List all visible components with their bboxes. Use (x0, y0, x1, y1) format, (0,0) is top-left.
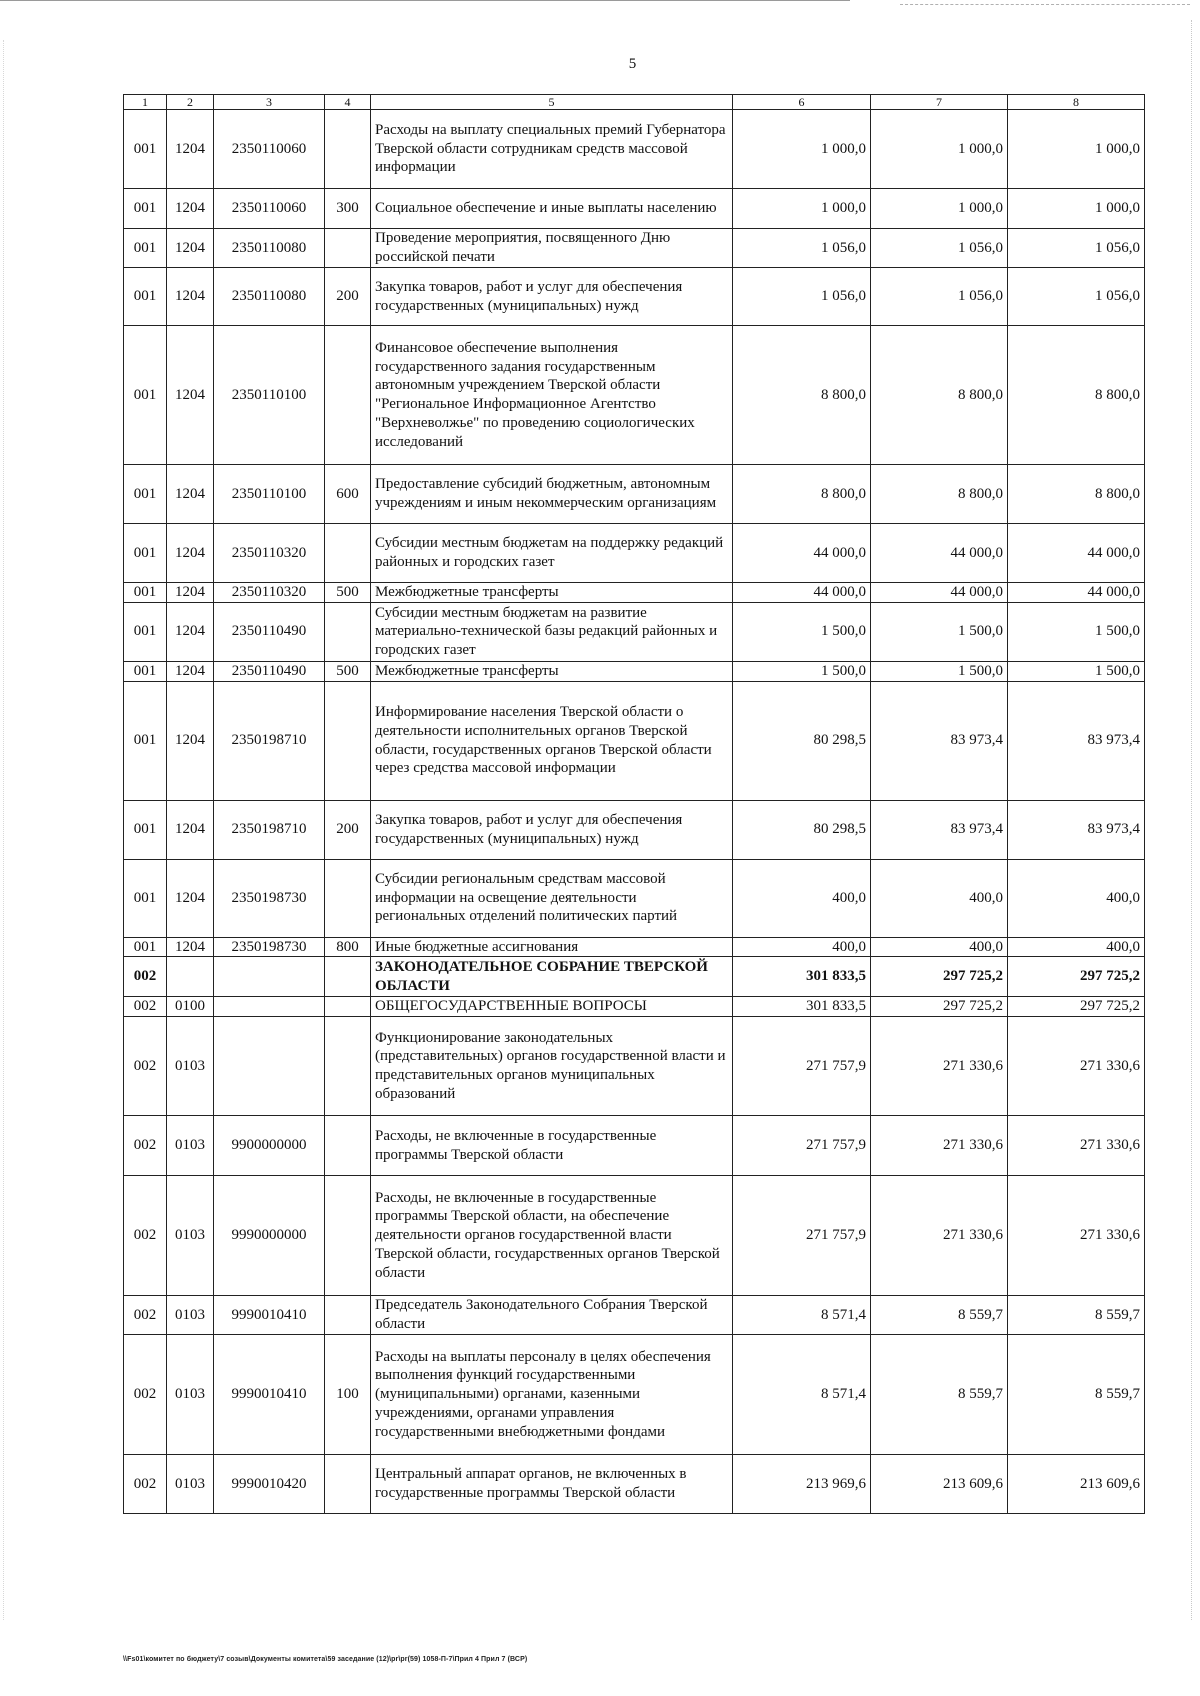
amount-col7-cell: 400,0 (871, 859, 1008, 937)
admin-code-cell: 001 (124, 937, 167, 957)
target-item-cell (214, 1017, 325, 1116)
page-number: 5 (628, 56, 637, 72)
expense-type-cell (325, 1116, 371, 1176)
amount-col8-cell: 8 559,7 (1008, 1296, 1145, 1335)
target-item-cell (214, 957, 325, 997)
table-row (124, 1335, 1145, 1455)
target-item-cell: 2350198730 (214, 859, 325, 937)
item-name-cell: Расходы на выплату специальных премий Губернатора Тверской области сотрудникам средств массовой информации (371, 110, 733, 189)
expense-type-cell: 500 (325, 661, 371, 681)
amount-col7-cell: 44 000,0 (871, 583, 1008, 603)
footer-file-path: \\Fs01\комитет по бюджету\7 созыв\Документы комитета\59 заседание (12)\pr\pr(59) 1058-П-7\Прил 4 Прил 7 (ВСР) (123, 1656, 528, 1663)
target-item-cell: 2350110060 (214, 189, 325, 229)
amount-col6-cell: 400,0 (733, 859, 871, 937)
table-row (124, 800, 1145, 859)
expense-type-cell: 600 (325, 465, 371, 524)
target-item-cell: 2350198710 (214, 681, 325, 800)
amount-col6-cell: 271 757,9 (733, 1116, 871, 1176)
admin-code-cell: 001 (124, 110, 167, 189)
item-name-cell: Информирование населения Тверской области о деятельности исполнительных органов Тверской области, государственных органов Тверской области через средства массовой информации (371, 681, 733, 800)
item-name-cell: Закупка товаров, работ и услуг для обеспечения государственных (муниципальных) нужд (371, 800, 733, 859)
table-row (124, 997, 1145, 1017)
table-row (124, 189, 1145, 229)
amount-col6-cell: 8 571,4 (733, 1296, 871, 1335)
expense-type-cell (325, 229, 371, 268)
expense-type-cell (325, 859, 371, 937)
section-code-cell: 1204 (167, 189, 214, 229)
table-row (124, 524, 1145, 583)
item-name-cell: Функционирование законодательных (представительных) органов государственной власти и представительных органов муниципальных образований (371, 1017, 733, 1116)
amount-col7-cell: 297 725,2 (871, 997, 1008, 1017)
amount-col7-cell: 1 500,0 (871, 661, 1008, 681)
table-row (124, 937, 1145, 957)
section-code-cell: 1204 (167, 800, 214, 859)
amount-col6-cell: 1 500,0 (733, 602, 871, 661)
expense-type-cell: 300 (325, 189, 371, 229)
amount-col8-cell: 1 000,0 (1008, 110, 1145, 189)
target-item-cell: 2350110100 (214, 465, 325, 524)
amount-col6-cell: 271 757,9 (733, 1176, 871, 1296)
expense-type-cell (325, 1017, 371, 1116)
section-code-cell: 1204 (167, 602, 214, 661)
target-item-cell: 2350110320 (214, 524, 325, 583)
amount-col8-cell: 400,0 (1008, 937, 1145, 957)
target-item-cell: 2350110490 (214, 661, 325, 681)
amount-col7-cell: 271 330,6 (871, 1017, 1008, 1116)
expense-type-cell (325, 997, 371, 1017)
amount-col7-cell: 1 500,0 (871, 602, 1008, 661)
section-code-cell: 0103 (167, 1176, 214, 1296)
amount-col7-cell: 44 000,0 (871, 524, 1008, 583)
amount-col7-cell: 213 609,6 (871, 1455, 1008, 1514)
amount-col7-cell: 1 056,0 (871, 268, 1008, 326)
amount-col8-cell: 44 000,0 (1008, 583, 1145, 603)
item-name-cell: Расходы, не включенные в государственные программы Тверской области (371, 1116, 733, 1176)
amount-col7-cell: 83 973,4 (871, 800, 1008, 859)
amount-col8-cell: 8 800,0 (1008, 326, 1145, 465)
target-item-cell: 2350110080 (214, 268, 325, 326)
amount-col6-cell: 8 800,0 (733, 465, 871, 524)
amount-col8-cell: 1 000,0 (1008, 189, 1145, 229)
amount-col6-cell: 1 000,0 (733, 110, 871, 189)
target-item-cell (214, 997, 325, 1017)
table-row (124, 859, 1145, 937)
section-code-cell: 1204 (167, 524, 214, 583)
column-header-3: 3 (214, 95, 325, 110)
amount-col7-cell: 1 000,0 (871, 189, 1008, 229)
table-header (124, 95, 1145, 110)
expense-type-cell: 500 (325, 583, 371, 603)
item-name-cell: Расходы, не включенные в государственные программы Тверской области, на обеспечение деятельности органов государственной власти Тверской области, государственных органов Тверской области (371, 1176, 733, 1296)
target-item-cell: 2350110080 (214, 229, 325, 268)
section-code-cell: 1204 (167, 326, 214, 465)
section-code-cell: 1204 (167, 110, 214, 189)
admin-code-cell: 002 (124, 1176, 167, 1296)
section-code-cell: 1204 (167, 661, 214, 681)
expense-type-cell: 100 (325, 1335, 371, 1455)
item-name-cell: Финансовое обеспечение выполнения государственного задания государственным автономным учреждением Тверской области "Региональное Информационное Агентство "Верхневолжье" по проведению социологических исследований (371, 326, 733, 465)
target-item-cell: 2350110490 (214, 602, 325, 661)
table-row (124, 1176, 1145, 1296)
target-item-cell: 2350110100 (214, 326, 325, 465)
item-name-cell: Проведение мероприятия, посвященного Дню российской печати (371, 229, 733, 268)
item-name-cell: Центральный аппарат органов, не включенных в государственные программы Тверской области (371, 1455, 733, 1514)
item-name-cell: Председатель Законодательного Собрания Тверской области (371, 1296, 733, 1335)
table-row (124, 583, 1145, 603)
section-code-cell: 0100 (167, 997, 214, 1017)
expense-type-cell (325, 110, 371, 189)
admin-code-cell: 001 (124, 268, 167, 326)
section-code-cell: 1204 (167, 229, 214, 268)
target-item-cell: 9900000000 (214, 1116, 325, 1176)
section-code-cell (167, 957, 214, 997)
admin-code-cell: 002 (124, 1296, 167, 1335)
table-row (124, 1017, 1145, 1116)
amount-col7-cell: 8 800,0 (871, 326, 1008, 465)
item-name-cell: Иные бюджетные ассигнования (371, 937, 733, 957)
item-name-cell: Субсидии местным бюджетам на развитие материально-технической базы редакций районных и городских газет (371, 602, 733, 661)
amount-col7-cell: 8 800,0 (871, 465, 1008, 524)
amount-col8-cell: 83 973,4 (1008, 800, 1145, 859)
amount-col6-cell: 80 298,5 (733, 681, 871, 800)
amount-col6-cell: 1 056,0 (733, 268, 871, 326)
section-code-cell: 0103 (167, 1017, 214, 1116)
target-item-cell: 2350198710 (214, 800, 325, 859)
amount-col6-cell: 301 833,5 (733, 957, 871, 997)
item-name-cell: Закупка товаров, работ и услуг для обеспечения государственных (муниципальных) нужд (371, 268, 733, 326)
section-code-cell: 1204 (167, 937, 214, 957)
amount-col6-cell: 44 000,0 (733, 524, 871, 583)
expense-type-cell (325, 1296, 371, 1335)
section-code-cell: 1204 (167, 681, 214, 800)
expense-type-cell (325, 602, 371, 661)
section-code-cell: 1204 (167, 268, 214, 326)
admin-code-cell: 002 (124, 1455, 167, 1514)
amount-col7-cell: 271 330,6 (871, 1176, 1008, 1296)
column-header-8: 8 (1008, 95, 1145, 110)
amount-col8-cell: 1 500,0 (1008, 602, 1145, 661)
target-item-cell: 2350110060 (214, 110, 325, 189)
amount-col8-cell: 271 330,6 (1008, 1176, 1145, 1296)
admin-code-cell: 001 (124, 800, 167, 859)
expense-type-cell: 200 (325, 268, 371, 326)
amount-col8-cell: 8 559,7 (1008, 1335, 1145, 1455)
target-item-cell: 9990000000 (214, 1176, 325, 1296)
admin-code-cell: 001 (124, 859, 167, 937)
item-name-cell: Субсидии региональным средствам массовой информации на освещение деятельности региональных отделений политических партий (371, 859, 733, 937)
table-body (124, 110, 1145, 1514)
amount-col8-cell: 1 500,0 (1008, 661, 1145, 681)
item-name-cell: ЗАКОНОДАТЕЛЬНОЕ СОБРАНИЕ ТВЕРСКОЙ ОБЛАСТИ (371, 957, 733, 997)
expense-type-cell (325, 681, 371, 800)
amount-col7-cell: 83 973,4 (871, 681, 1008, 800)
admin-code-cell: 001 (124, 189, 167, 229)
scan-artifact-top-line (0, 0, 850, 3)
expense-type-cell (325, 957, 371, 997)
admin-code-cell: 002 (124, 1017, 167, 1116)
column-header-4: 4 (325, 95, 371, 110)
amount-col6-cell: 80 298,5 (733, 800, 871, 859)
table-row (124, 602, 1145, 661)
expense-type-cell (325, 524, 371, 583)
section-code-cell: 0103 (167, 1116, 214, 1176)
scan-artifact-right-edge (1191, 20, 1192, 1620)
expense-type-cell: 200 (325, 800, 371, 859)
admin-code-cell: 001 (124, 602, 167, 661)
target-item-cell: 9990010410 (214, 1335, 325, 1455)
amount-col6-cell: 8 571,4 (733, 1335, 871, 1455)
scan-artifact-top-dash (900, 4, 1190, 5)
admin-code-cell: 001 (124, 326, 167, 465)
amount-col8-cell: 83 973,4 (1008, 681, 1145, 800)
item-name-cell: Расходы на выплаты персоналу в целях обеспечения выполнения функций государственными (муниципальными) органами, казенными учреждениями, органами управления государственными внебюджетными фондами (371, 1335, 733, 1455)
column-header-7: 7 (871, 95, 1008, 110)
expense-type-cell: 800 (325, 937, 371, 957)
expense-type-cell (325, 1176, 371, 1296)
target-item-cell: 9990010410 (214, 1296, 325, 1335)
header-row (124, 95, 1145, 110)
admin-code-cell: 002 (124, 1335, 167, 1455)
table-row (124, 1296, 1145, 1335)
amount-col8-cell: 44 000,0 (1008, 524, 1145, 583)
admin-code-cell: 002 (124, 1116, 167, 1176)
admin-code-cell: 001 (124, 583, 167, 603)
table-row (124, 681, 1145, 800)
amount-col8-cell: 400,0 (1008, 859, 1145, 937)
amount-col8-cell: 297 725,2 (1008, 997, 1145, 1017)
budget-table (123, 94, 1145, 1514)
admin-code-cell: 001 (124, 524, 167, 583)
admin-code-cell: 001 (124, 465, 167, 524)
amount-col7-cell: 271 330,6 (871, 1116, 1008, 1176)
column-header-1: 1 (124, 95, 167, 110)
admin-code-cell: 001 (124, 229, 167, 268)
amount-col8-cell: 1 056,0 (1008, 229, 1145, 268)
section-code-cell: 1204 (167, 859, 214, 937)
item-name-cell: Социальное обеспечение и иные выплаты населению (371, 189, 733, 229)
amount-col7-cell: 8 559,7 (871, 1335, 1008, 1455)
amount-col7-cell: 8 559,7 (871, 1296, 1008, 1335)
item-name-cell: Субсидии местным бюджетам на поддержку редакций районных и городских газет (371, 524, 733, 583)
table-row (124, 465, 1145, 524)
amount-col8-cell: 297 725,2 (1008, 957, 1145, 997)
admin-code-cell: 001 (124, 681, 167, 800)
amount-col6-cell: 400,0 (733, 937, 871, 957)
amount-col7-cell: 1 056,0 (871, 229, 1008, 268)
column-header-2: 2 (167, 95, 214, 110)
amount-col8-cell: 8 800,0 (1008, 465, 1145, 524)
table-row (124, 661, 1145, 681)
target-item-cell: 2350198730 (214, 937, 325, 957)
amount-col6-cell: 213 969,6 (733, 1455, 871, 1514)
section-code-cell: 0103 (167, 1455, 214, 1514)
item-name-cell: ОБЩЕГОСУДАРСТВЕННЫЕ ВОПРОСЫ (371, 997, 733, 1017)
amount-col7-cell: 297 725,2 (871, 957, 1008, 997)
table-row (124, 229, 1145, 268)
amount-col6-cell: 44 000,0 (733, 583, 871, 603)
amount-col6-cell: 8 800,0 (733, 326, 871, 465)
table-row (124, 1116, 1145, 1176)
table-row (124, 268, 1145, 326)
item-name-cell: Предоставление субсидий бюджетным, автономным учреждениям и иным некоммерческим организациям (371, 465, 733, 524)
amount-col6-cell: 271 757,9 (733, 1017, 871, 1116)
admin-code-cell: 002 (124, 997, 167, 1017)
amount-col6-cell: 301 833,5 (733, 997, 871, 1017)
amount-col6-cell: 1 500,0 (733, 661, 871, 681)
table-row (124, 110, 1145, 189)
expense-type-cell (325, 326, 371, 465)
section-code-cell: 1204 (167, 465, 214, 524)
item-name-cell: Межбюджетные трансферты (371, 661, 733, 681)
table-row (124, 326, 1145, 465)
admin-code-cell: 002 (124, 957, 167, 997)
column-header-6: 6 (733, 95, 871, 110)
amount-col6-cell: 1 000,0 (733, 189, 871, 229)
item-name-cell: Межбюджетные трансферты (371, 583, 733, 603)
amount-col8-cell: 1 056,0 (1008, 268, 1145, 326)
expense-type-cell (325, 1455, 371, 1514)
target-item-cell: 9990010420 (214, 1455, 325, 1514)
amount-col8-cell: 271 330,6 (1008, 1017, 1145, 1116)
table-row (124, 957, 1145, 997)
amount-col8-cell: 271 330,6 (1008, 1116, 1145, 1176)
section-code-cell: 1204 (167, 583, 214, 603)
target-item-cell: 2350110320 (214, 583, 325, 603)
amount-col8-cell: 213 609,6 (1008, 1455, 1145, 1514)
admin-code-cell: 001 (124, 661, 167, 681)
column-header-5: 5 (371, 95, 733, 110)
section-code-cell: 0103 (167, 1296, 214, 1335)
amount-col6-cell: 1 056,0 (733, 229, 871, 268)
amount-col7-cell: 400,0 (871, 937, 1008, 957)
amount-col7-cell: 1 000,0 (871, 110, 1008, 189)
table-row (124, 1455, 1145, 1514)
section-code-cell: 0103 (167, 1335, 214, 1455)
scan-artifact-left-edge (3, 40, 4, 1620)
